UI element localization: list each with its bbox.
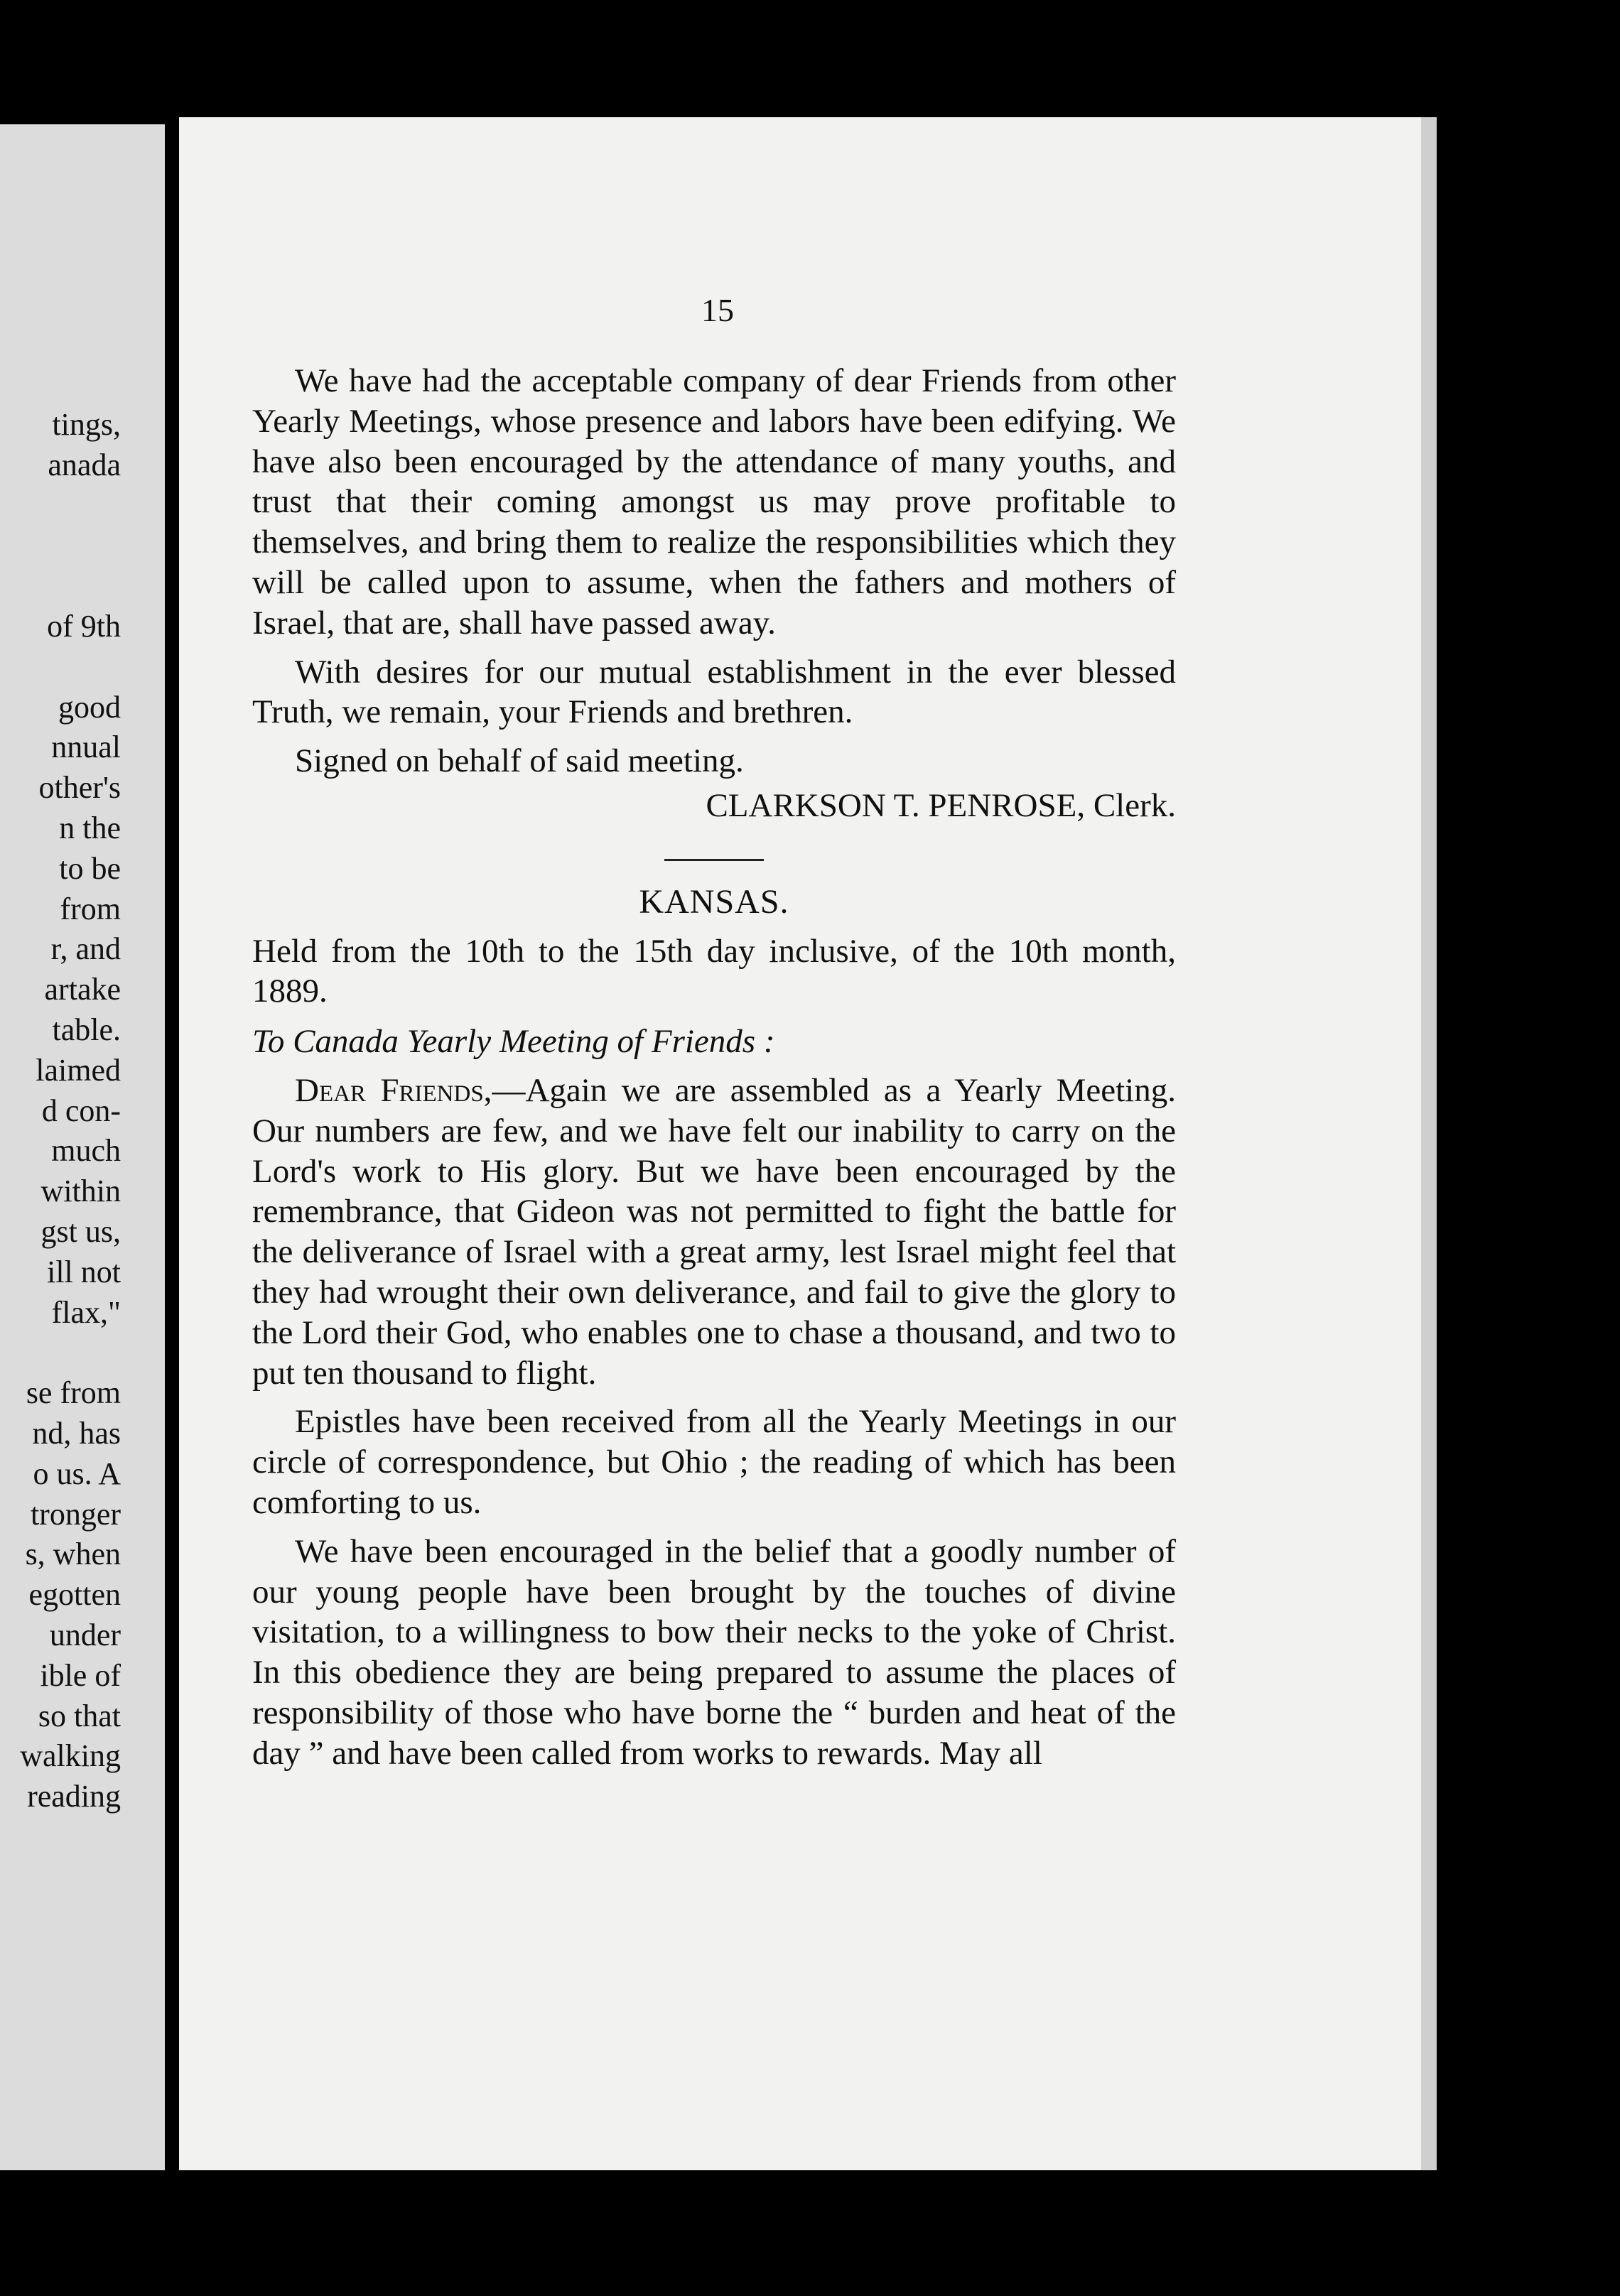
left-page-line: of 9th bbox=[47, 609, 121, 644]
left-page-line: o us. A bbox=[33, 1456, 121, 1491]
left-page-line: reading bbox=[27, 1779, 121, 1814]
paragraph-assembled-text: —Again we are assembled as a Yearly Meeting. Our numbers are few, and we have felt our inability to carry on the Lord's work to His glory. But we have been encouraged by the remembrance, that Gideon was not permitted to fight the battle for the deliverance of Israel with a great army, lest Israel might feel that they had wrought their own deliverance, and fail to give the glory to the Lord their God, who enables one to chase a thousand, and two to put ten thousand to flight. bbox=[252, 1071, 1176, 1392]
left-page-line: nd, has bbox=[32, 1416, 121, 1451]
left-page-line: d con- bbox=[41, 1093, 121, 1128]
left-page-line: good bbox=[58, 689, 121, 725]
left-page-line: artake bbox=[44, 972, 121, 1007]
paragraph-assembled bbox=[252, 1071, 1176, 1393]
left-page-line: table. bbox=[52, 1012, 121, 1047]
left-page-line: flax," bbox=[51, 1294, 121, 1330]
left-page-line: nnual bbox=[51, 730, 121, 765]
left-page-line: gst us, bbox=[40, 1214, 121, 1249]
left-page-line: much bbox=[51, 1133, 121, 1169]
left-page-line: s, when bbox=[25, 1537, 121, 1572]
section-divider bbox=[664, 859, 764, 861]
left-page-line: under bbox=[49, 1618, 121, 1652]
left-page-line: from bbox=[60, 891, 121, 926]
left-page-line: anada bbox=[48, 447, 121, 482]
held-dates: Held from the 10th to the 15th day inclusive, of the 10th month, 1889. bbox=[252, 932, 1176, 1010]
left-page-line: walking bbox=[20, 1738, 121, 1774]
left-page-line: ill not bbox=[47, 1254, 121, 1289]
paragraph-signed: Signed on behalf of said meeting. bbox=[295, 742, 744, 780]
text-column bbox=[252, 361, 1176, 1774]
page-number: 15 bbox=[701, 292, 734, 328]
left-page-line: egotten bbox=[28, 1577, 121, 1613]
paragraph-friends-company: We have had the acceptable company of dear Friends from other Yearly Meetings, whose presence and labors have been edifying. We have also been encouraged by the attendance of many youths, and trust that their coming amongst us may prove profitable to themselves, and bring them to realize the responsibilities which they will be called upon to assume, when the fathers and mothers of Israel, that are, shall have passed away. bbox=[252, 362, 1176, 641]
book-gutter bbox=[165, 124, 179, 2170]
clerk-signature: CLARKSON T. PENROSE, Clerk. bbox=[706, 786, 1176, 824]
left-page-line: laimed bbox=[36, 1052, 121, 1088]
left-page-line: tronger bbox=[30, 1496, 121, 1532]
paragraph-mutual-establishment: With desires for our mutual establishment in the ever blessed Truth, we remain, your Friends and brethren. bbox=[252, 653, 1176, 731]
left-page-line: so that bbox=[38, 1698, 121, 1733]
epistle-address: To Canada Yearly Meeting of Friends : bbox=[252, 1023, 775, 1061]
paragraph-young-people: We have been encouraged in the belief that a goodly number of our young people have been brought by the touches of divine visitation, to a willingness to bow their necks to the yoke of Christ. In this obedience they are being prepared to assume the places of responsibility of those who have borne the “ burden and heat of the day ” and have been called from works to rewards. May all bbox=[252, 1532, 1176, 1772]
page-edge bbox=[1421, 117, 1437, 2170]
left-page-line: n the bbox=[59, 811, 121, 845]
left-page-line: r, and bbox=[50, 931, 121, 967]
left-page-line: to be bbox=[59, 850, 121, 886]
paragraph-epistles: Epistles have been received from all the Yearly Meetings in our circle of correspondence, but Ohio ; the reading of which has been comforting to us. bbox=[252, 1403, 1176, 1521]
left-page-line: se from bbox=[26, 1375, 121, 1411]
left-page-line: other's bbox=[38, 770, 121, 806]
section-heading: KANSAS. bbox=[639, 882, 789, 921]
left-page bbox=[0, 124, 165, 2170]
left-page-line: tings, bbox=[52, 407, 121, 442]
salutation: Dear Friends, bbox=[295, 1071, 492, 1109]
left-page-line: within bbox=[40, 1174, 121, 1209]
left-page-line: ible of bbox=[40, 1657, 121, 1693]
